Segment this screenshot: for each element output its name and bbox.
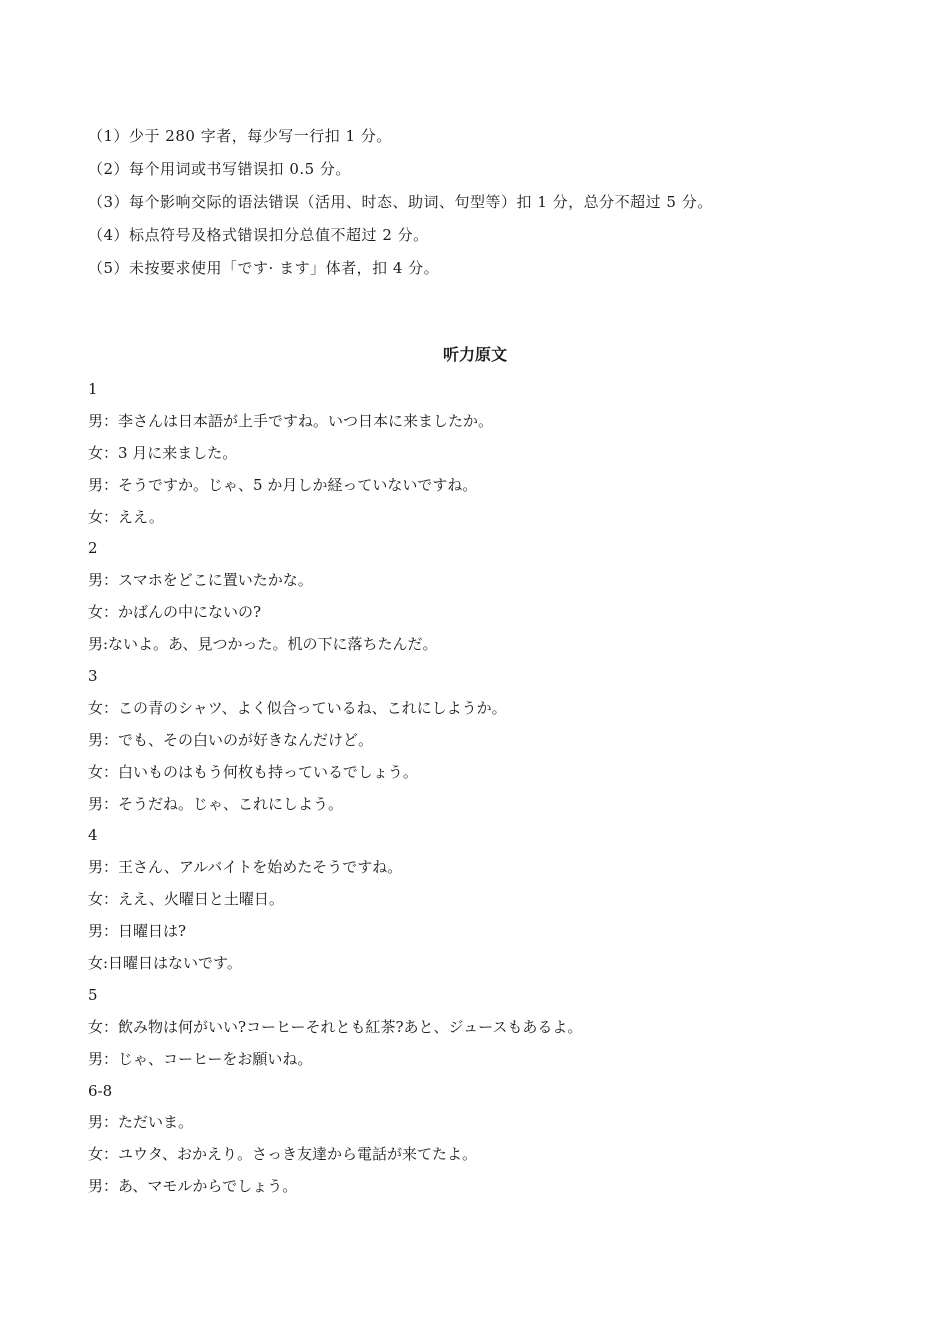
scoring-rule: （3）每个影响交际的语法错误（活用、时态、助词、句型等）扣 1 分，总分不超过 5 分。 bbox=[88, 193, 713, 211]
scoring-rule: （1）少于 280 字者，每少写一行扣 1 分。 bbox=[88, 127, 392, 145]
dialogue-line: 男：そうですか。じゃ、5 か月しか経っていないですね。 bbox=[88, 475, 478, 494]
dialogue-line: 男：そうだね。じゃ、これにしよう。 bbox=[88, 794, 344, 813]
dialogue-line: 女：3 月に来ました。 bbox=[88, 443, 238, 462]
scoring-rule: （2）每个用词或书写错误扣 0.5 分。 bbox=[88, 160, 351, 178]
dialogue-number: 1 bbox=[88, 380, 98, 398]
dialogue-line: 男：でも、その白いのが好きなんだけど。 bbox=[88, 730, 374, 749]
dialogue-line: 男：スマホをどこに置いたかな。 bbox=[88, 571, 313, 590]
scoring-rule: （4）标点符号及格式错误扣分总值不超过 2 分。 bbox=[88, 226, 429, 244]
dialogue-line: 男：李さんは日本語が上手ですね。いつ日本に来ましたか。 bbox=[88, 411, 494, 430]
dialogue-line: 女：ええ。 bbox=[88, 507, 164, 526]
dialogue-number: 2 bbox=[88, 539, 98, 558]
section-title: 听力原文 bbox=[442, 345, 507, 364]
dialogue-line: 男：あ、マモルからでしょう。 bbox=[88, 1177, 298, 1196]
scoring-rule: （5）未按要求使用「です· ます」体者，扣 4 分。 bbox=[88, 259, 440, 277]
dialogue-line: 女:日曜日はないです。 bbox=[88, 954, 242, 973]
dialogue-line: 男：王さん、アルバイトを始めたそうですね。 bbox=[88, 858, 403, 877]
dialogue-line: 女：この青のシャツ、よく似合っているね、これにしようか。 bbox=[88, 698, 507, 717]
dialogue-line: 女：ええ、火曜日と土曜日。 bbox=[88, 890, 284, 909]
dialogue-number: 5 bbox=[88, 985, 98, 1004]
dialogue-line: 女：飲み物は何がいい?コーヒーそれとも紅茶?あと、ジュースもあるよ。 bbox=[88, 1017, 583, 1036]
dialogue-number: 3 bbox=[88, 667, 98, 686]
dialogue-line: 男：日曜日は? bbox=[88, 922, 187, 941]
dialogue-number: 6-8 bbox=[88, 1081, 113, 1100]
dialogue-line: 女：白いものはもう何枚も持っているでしょう。 bbox=[88, 762, 418, 781]
scoring-rules bbox=[88, 120, 888, 285]
dialogue-number: 4 bbox=[88, 826, 98, 845]
dialogue-line: 女：ユウタ、おかえり。さっき友達から電話が来てたよ。 bbox=[88, 1145, 477, 1164]
listening-transcript bbox=[88, 374, 888, 1203]
dialogue-line: 女：かばんの中にないの? bbox=[88, 603, 262, 622]
dialogue-line: 男:ないよ。あ、見つかった。机の下に落ちたんだ。 bbox=[88, 635, 438, 654]
dialogue-line: 男：じゃ、コーヒーをお願いね。 bbox=[88, 1049, 313, 1068]
dialogue-line: 男：ただいま。 bbox=[88, 1113, 194, 1132]
